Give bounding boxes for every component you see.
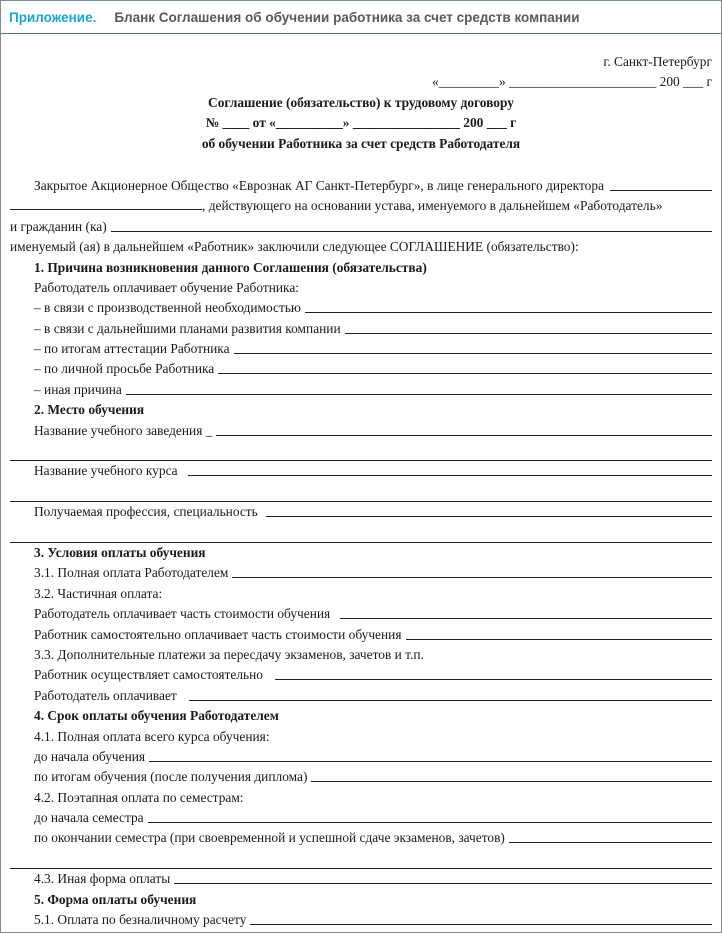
cashless-line bbox=[10, 910, 712, 930]
profession-field-continued[interactable] bbox=[10, 523, 712, 543]
employee-self-label: Работник осуществляет самостоятельно bbox=[34, 667, 263, 683]
after-diploma-line bbox=[10, 767, 712, 787]
reason-field[interactable] bbox=[305, 299, 712, 313]
before-start-field[interactable] bbox=[149, 748, 712, 762]
after-diploma-label: по итогам обучения (после получения диплома) bbox=[34, 769, 308, 785]
section4-heading-text: 4. Срок оплаты обучения Работодателем bbox=[34, 708, 279, 724]
section4-heading bbox=[10, 706, 712, 726]
school-line bbox=[10, 421, 712, 441]
employer-pays-field[interactable] bbox=[189, 687, 712, 701]
intro-line-1 bbox=[10, 176, 712, 196]
section5-heading-text: 5. Форма оплаты обучения bbox=[34, 891, 197, 907]
employee-self-line bbox=[10, 665, 712, 685]
full-course-label: 4.1. Полная оплата всего курса обучения: bbox=[34, 728, 270, 744]
before-start-label: до начала обучения bbox=[34, 748, 146, 764]
after-semester-field-continued[interactable] bbox=[10, 849, 712, 869]
full-course-line bbox=[10, 727, 712, 747]
reason-item bbox=[10, 339, 712, 359]
after-semester-field[interactable] bbox=[509, 829, 712, 843]
intro-text-3: и гражданин (ка) bbox=[10, 218, 107, 234]
agreement-title-text-2: № ____ от «__________» ________________ 200 ___ г bbox=[205, 115, 517, 131]
employee-self-field[interactable] bbox=[275, 666, 712, 680]
reason-label: – в связи с производственной необходимостью bbox=[34, 300, 301, 316]
other-form-line bbox=[10, 869, 712, 889]
employer-part-line bbox=[10, 604, 712, 624]
before-semester-line bbox=[10, 808, 712, 828]
employer-part-label: Работодатель оплачивает часть стоимости обучения bbox=[34, 606, 331, 622]
employer-pays-label: Работодатель оплачивает bbox=[34, 687, 177, 703]
school-field-continued[interactable] bbox=[10, 441, 712, 461]
reason-item bbox=[10, 298, 712, 318]
director-name-field[interactable] bbox=[610, 177, 712, 191]
after-semester-line bbox=[10, 828, 712, 848]
agreement-title-1 bbox=[10, 93, 712, 113]
section3-heading-text: 3. Условия оплаты обучения bbox=[34, 544, 206, 560]
intro-line-2 bbox=[10, 196, 712, 216]
school-field[interactable] bbox=[216, 422, 712, 436]
agreement-title-3 bbox=[10, 134, 712, 154]
employee-part-field[interactable] bbox=[406, 626, 713, 640]
reason-field[interactable] bbox=[345, 320, 712, 334]
extra-payments-label: 3.3. Дополнительные платежи за пересдачу экзаменов, зачетов и т.п. bbox=[34, 646, 424, 662]
before-semester-label: до начала семестра bbox=[34, 810, 144, 826]
full-payment-label: 3.1. Полная оплата Работодателем bbox=[34, 565, 229, 581]
after-diploma-field[interactable] bbox=[311, 768, 712, 782]
course-field[interactable] bbox=[188, 462, 712, 476]
course-field-continued[interactable] bbox=[10, 482, 712, 502]
intro-line-4 bbox=[10, 237, 712, 257]
citizen-name-field[interactable] bbox=[111, 218, 712, 232]
header-title: Бланк Соглашения об обучении работника за счет средств компании bbox=[114, 9, 580, 25]
section1-lead-text: Работодатель оплачивает обучение Работника: bbox=[34, 279, 299, 295]
reason-label: – иная причина bbox=[34, 381, 122, 397]
employee-part-line bbox=[10, 625, 712, 645]
appendix-label: Приложение. bbox=[9, 9, 97, 25]
by-semester-line bbox=[10, 788, 712, 808]
other-form-field[interactable] bbox=[174, 870, 712, 884]
section1-heading bbox=[10, 258, 712, 278]
partial-payment-line bbox=[10, 584, 712, 604]
agreement-title-2 bbox=[10, 113, 712, 133]
extra-payments-line bbox=[10, 645, 712, 665]
full-payment-line bbox=[10, 563, 712, 583]
employer-part-field[interactable] bbox=[340, 605, 712, 619]
section5-heading bbox=[10, 890, 712, 910]
date-line bbox=[10, 72, 712, 92]
school-label: Название учебного заведения _ bbox=[34, 422, 213, 438]
intro-text-2: , действующего на основании устава, именуемого в дальнейшем «Работодатель» bbox=[202, 198, 663, 214]
reason-item bbox=[10, 359, 712, 379]
intro-text-1: Закрытое Акционерное Общество «Еврознак АГ Санкт-Петербург», в лице генерального директора bbox=[34, 177, 605, 193]
agreement-title-text-3: об обучении Работника за счет средств Работодателя bbox=[201, 135, 521, 151]
section2-heading bbox=[10, 400, 712, 420]
employee-part-label: Работник самостоятельно оплачивает часть стоимости обучения bbox=[34, 626, 402, 642]
profession-line bbox=[10, 502, 712, 522]
reason-item bbox=[10, 380, 712, 400]
partial-payment-label: 3.2. Частичная оплата: bbox=[34, 585, 163, 601]
employer-pays-line bbox=[10, 686, 712, 706]
full-payment-field[interactable] bbox=[232, 564, 712, 578]
reason-field[interactable] bbox=[234, 340, 712, 354]
page-header bbox=[1, 1, 721, 34]
section1-heading-text: 1. Причина возникновения данного Соглашения (обязательства) bbox=[34, 259, 427, 275]
by-semester-label: 4.2. Поэтапная оплата по семестрам: bbox=[34, 789, 244, 805]
reason-item bbox=[10, 319, 712, 339]
intro-text-4: именуемый (ая) в дальнейшем «Работник» заключили следующее СОГЛАШЕНИЕ (обязательство): bbox=[10, 239, 579, 255]
after-semester-label: по окончании семестра (при своевременной и успешной сдаче экзаменов, зачетов) bbox=[34, 830, 505, 846]
reason-label: – в связи с дальнейшими планами развития компании bbox=[34, 320, 341, 336]
date-text: «_________» ______________________ 200 ___ г bbox=[431, 74, 712, 90]
cashless-label: 5.1. Оплата по безналичному расчету bbox=[34, 912, 247, 928]
director-name-field-2[interactable] bbox=[10, 196, 202, 210]
section2-heading-text: 2. Место обучения bbox=[34, 402, 145, 418]
before-start-line bbox=[10, 747, 712, 767]
profession-label: Получаемая профессия, специальность bbox=[34, 504, 258, 520]
before-semester-field[interactable] bbox=[148, 809, 712, 823]
form-body bbox=[1, 34, 721, 930]
city-text: г. Санкт-Петербург bbox=[603, 54, 712, 69]
other-form-label: 4.3. Иная форма оплаты bbox=[34, 871, 171, 887]
city-line bbox=[10, 52, 712, 72]
agreement-title-text-1: Соглашение (обязательство) к трудовому договору bbox=[208, 94, 514, 110]
reason-label: – по личной просьбе Работника bbox=[34, 361, 215, 377]
intro-line-3 bbox=[10, 217, 712, 237]
reason-label: – по итогам аттестации Работника bbox=[34, 341, 230, 357]
section1-lead bbox=[10, 278, 712, 298]
course-label: Название учебного курса bbox=[34, 463, 178, 479]
reason-field[interactable] bbox=[218, 360, 712, 374]
section3-heading bbox=[10, 543, 712, 563]
profession-field[interactable] bbox=[266, 503, 712, 517]
course-line bbox=[10, 461, 712, 481]
cashless-field[interactable] bbox=[250, 911, 712, 925]
reason-field[interactable] bbox=[126, 381, 712, 395]
